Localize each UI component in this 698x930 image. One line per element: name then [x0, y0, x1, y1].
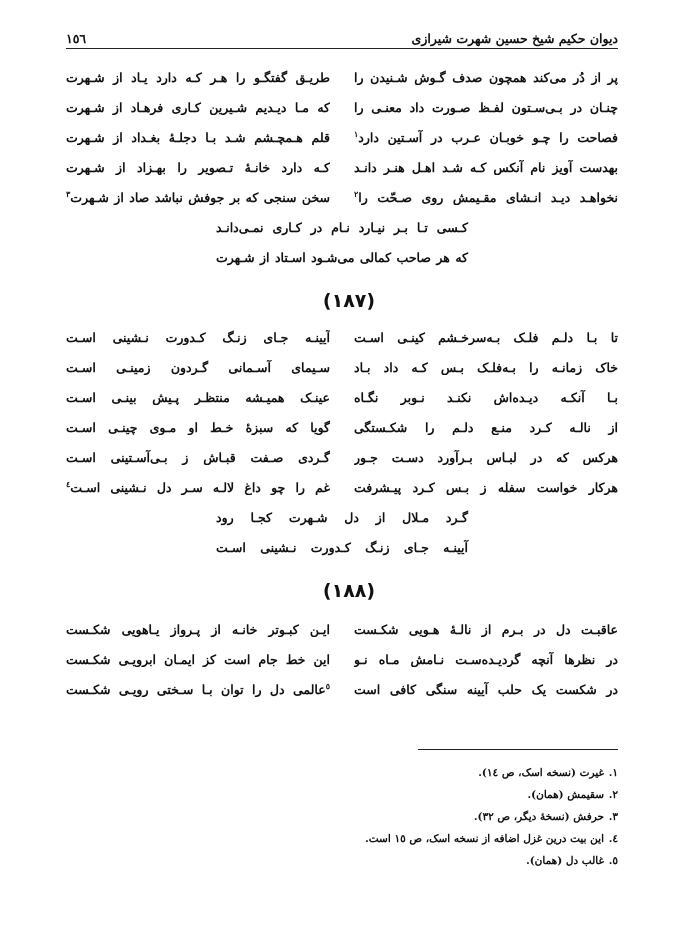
poem-continuation — [66, 62, 618, 272]
hemistich-text: فصاحت را چـو خوبـان عـرب در آسـتین دارد — [358, 129, 618, 145]
footnote-marker: ٤ — [66, 479, 71, 489]
hemistich-text: سخن سنجی که بر جوفش نباشد صاد از شـهرت — [70, 189, 330, 205]
hemistich-right: تا بـا دلـم فلـک بـه‌سرخـشم کینـی اسـت — [354, 329, 618, 345]
footnote-marker: ١ — [354, 129, 359, 139]
hemistich-text: نخواهـد دیـد انـشای مقـیمش روی صـحّت را — [358, 189, 618, 205]
footnote — [300, 828, 618, 850]
couplet — [66, 182, 618, 212]
couplet — [66, 674, 618, 704]
closing-line — [216, 212, 468, 242]
hemistich-left: ایـن کبـوتر خانـه از پـرواز یـاهویی شکـست — [66, 621, 330, 637]
couplet — [66, 472, 618, 502]
couplet — [66, 614, 618, 644]
hemistich-right: بهدست آویز نام آنکس کـه شـد اهـل هنـر دانـد — [354, 159, 618, 175]
footnote-number: ٣. — [608, 811, 618, 823]
couplet — [66, 412, 618, 442]
hemistich-left — [66, 682, 330, 697]
couplet — [66, 152, 618, 182]
hemistich-right — [354, 130, 618, 145]
hemistich-right: هرکار خواست سفله ز بـس کـرد پیـشرفت — [354, 479, 618, 495]
footnote-marker: ٣ — [66, 189, 71, 199]
footnote-text: این بیت درین غزل اضافه از نسخه اسک، ص ١٥ است. — [365, 833, 604, 845]
hemistich-text: غم را چو داغ لالـه سـر دل نـشینی اسـت — [70, 479, 330, 495]
footnote-number: ١. — [608, 767, 618, 779]
closing-line — [216, 502, 468, 532]
footnote-text: غالب دل (همان). — [526, 855, 604, 867]
couplet — [66, 92, 618, 122]
closing-text: کـسی تـا بـر نیـارد نـام در کـاری نمـی‌دانـد — [216, 219, 468, 235]
footnote-text: حرفش (نسخهٔ دیگر، ص ٣٢). — [473, 811, 604, 823]
hemistich-left: قلم هـمچـشم شـد بـا دجلـهٔ بغـداد از شـهرت — [66, 129, 330, 145]
footnote — [300, 806, 618, 828]
couplet — [66, 442, 618, 472]
footnotes — [300, 762, 618, 872]
couplet — [66, 382, 618, 412]
ghazal-188 — [66, 614, 618, 704]
hemistich-left: که مـا دیـدیم شـیرین کـاری فرهـاد از شـهرت — [66, 99, 330, 115]
page-header — [66, 22, 618, 49]
couplet — [66, 122, 618, 152]
hemistich-right: چنـان در بـی‌سـتون لفـظ صـورت داد معنـی را — [354, 99, 618, 115]
hemistich-right — [354, 190, 618, 205]
hemistich-right: از نالـه کـرد منـع دلـم را شکـستگی — [354, 419, 618, 435]
footnote — [300, 762, 618, 784]
footnote-number: ٢. — [608, 789, 618, 801]
page-number: ١٥٦ — [66, 31, 87, 46]
couplet — [66, 62, 618, 92]
hemistich-right: بـا آنکـه دیـده‌اش نکنـد نـوبر نگـاه — [354, 389, 618, 405]
ghazal-187 — [66, 322, 618, 562]
closing-text: آیینـه جـای زنـگ کـدورت نـشینی اسـت — [216, 539, 468, 555]
hemistich-right: خاک زمانـه را بـه‌فلـک بـس کـه داد بـاد — [354, 359, 618, 375]
hemistich-right: در شکست یک حلب آیینه سنگی کافی است — [354, 681, 618, 697]
hemistich-left: سـیمای آسـمانی گـردون زمینـی اسـت — [66, 359, 330, 375]
hemistich-left: گـردی صـفت قبـاش ز بـی‌آسـتینی اسـت — [66, 449, 330, 465]
hemistich-left: این خط جام است کز ایمـان ابرویـی شکـست — [66, 651, 330, 667]
hemistich-left: طریـق گفتگـو را هـر کـه دارد یـاد از شـهرت — [66, 69, 330, 85]
closing-line — [216, 242, 468, 272]
footnote — [300, 784, 618, 806]
footnote-divider — [418, 749, 618, 750]
couplet — [66, 322, 618, 352]
ghazal-number: (١٨٧) — [322, 290, 376, 312]
hemistich-left: کـه دارد خانـهٔ تـصویر را بهـزاد از شـهرت — [66, 159, 330, 175]
footnote-text: غیرت (نسخه اسک، ص ١٤). — [478, 767, 604, 779]
hemistich-right: در نظرها آنچه گردیـده‌سـت نـامش مـاه نـو — [354, 651, 618, 667]
hemistich-left: گویا که سبزهٔ خـط او مـوی چینـی اسـت — [66, 419, 330, 435]
closing-text: که هر صاحب کمالی می‌شـود اسـتاد از شـهرت — [216, 249, 468, 265]
hemistich-left: عینـک همیـشه منتظـر پـیش بینـی اسـت — [66, 389, 330, 405]
footnote-marker: ٢ — [354, 189, 359, 199]
closing-text: گـرد مـلال از دل شـهرت کجـا رود — [216, 509, 468, 525]
hemistich-left: آیینـه جـای زنـگ کـدورت نـشینی اسـت — [66, 329, 330, 345]
hemistich-right: هرکس که در لبـاس بـرآورد دسـت جـور — [354, 449, 618, 465]
ghazal-number: (١٨٨) — [322, 580, 376, 602]
hemistich-left — [66, 480, 330, 495]
footnote-number: ٤. — [608, 833, 618, 845]
couplet — [66, 644, 618, 674]
hemistich-right: پر از دُر می‌کند همچون صدف گـوش شـنیدن را — [354, 69, 618, 85]
closing-line — [216, 532, 468, 562]
hemistich-text: عالمی دل را توان بـا سـختی رویـی شکـست — [66, 681, 326, 697]
book-title: دیوان حکیم شیخ حسین شهرت شیرازی — [411, 31, 618, 46]
footnote — [300, 850, 618, 872]
couplet — [66, 352, 618, 382]
footnote-text: سقیمش (همان). — [527, 789, 604, 801]
hemistich-right: عاقبـت دل در بـرم از نالـهٔ هـویی شکـست — [354, 621, 618, 637]
hemistich-left — [66, 190, 330, 205]
footnote-marker: ٥ — [325, 681, 330, 691]
footnote-number: ٥. — [608, 855, 618, 867]
